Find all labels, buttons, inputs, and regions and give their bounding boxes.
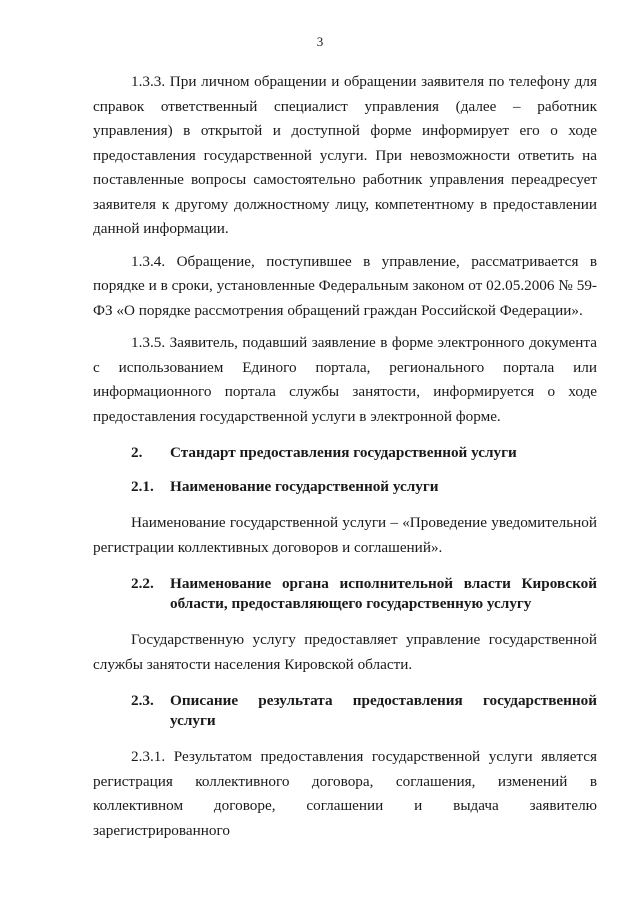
- paragraph-1-3-4: 1.3.4. Обращение, поступившее в управление, рассматривается в порядке и в сроки, установленные Федеральным законом от 02.05.2006 № 59-ФЗ «О порядке рассмотрения обращений граждан Российской Федерации».: [93, 252, 597, 319]
- section-title: Стандарт предоставления государственной услуги: [170, 444, 517, 461]
- document-body: [93, 70, 597, 843]
- section-number: 2.2.: [131, 575, 154, 592]
- section-heading-2-2: [93, 574, 597, 614]
- section-title: Описание результата предоставления государственной услуги: [170, 692, 597, 729]
- section-heading-2-1: [93, 477, 597, 497]
- section-number: 2.1.: [131, 478, 154, 495]
- page-number: 3: [316, 34, 324, 49]
- section-heading-2-3: [93, 691, 597, 731]
- paragraph-1-3-5: 1.3.5. Заявитель, подавший заявление в форме электронного документа с использованием Единого портала, регионального портала или информационного портала службы занятости, информируется о ходе предоставления государственной услуги в электронной форме.: [93, 334, 597, 425]
- paragraph-1-3-3: 1.3.3. При личном обращении и обращении заявителя по телефону для справок ответственный специалист управления (далее – работник управления) в открытой и доступной форме информирует его о ходе предоставления государственной услуги. При невозможности ответить на поставленные вопросы самостоятельно работник управления переадресует заявителя к другому должностному лицу, компетентному в предоставлении данной информации.: [93, 73, 597, 237]
- section-title: Наименование государственной услуги: [170, 478, 439, 495]
- section-title: Наименование органа исполнительной власти Кировской области, предоставляющего государственную услугу: [170, 575, 597, 612]
- section-number: 2.: [131, 444, 143, 461]
- section-heading-2: [93, 443, 597, 463]
- section-number: 2.3.: [131, 692, 154, 709]
- paragraph-2-1: Наименование государственной услуги – «Проведение уведомительной регистрации коллективных договоров и соглашений».: [93, 514, 597, 556]
- paragraph-2-2: Государственную услугу предоставляет управление государственной службы занятости населения Кировской области.: [93, 631, 597, 673]
- paragraph-2-3-1: 2.3.1. Результатом предоставления государственной услуги является регистрация коллективного договора, соглашения, изменений в коллективном договоре, соглашении и выдача заявителю зарегистрированного: [93, 748, 597, 839]
